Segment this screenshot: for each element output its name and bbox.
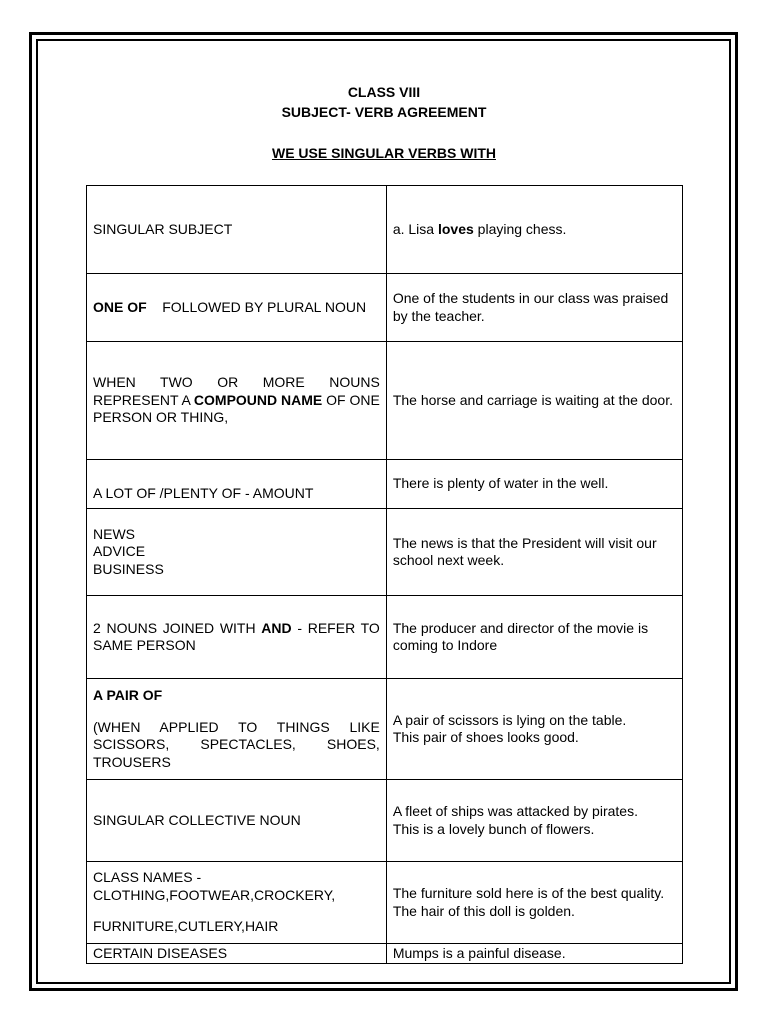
example-text: This pair of shoes looks good. [392, 729, 579, 745]
example-cell [386, 944, 682, 964]
table-row [87, 862, 683, 944]
rule-text: BUSINESS [93, 560, 164, 577]
example-text: There is plenty of water in the well. [392, 475, 609, 492]
table-row [87, 679, 683, 780]
rule-text: CLASS NAMES - [93, 869, 202, 886]
rule-keyword: ONE OF [93, 298, 147, 315]
rule-text: ADVICE [93, 543, 146, 560]
rule-cell [87, 679, 387, 780]
rule-text: CLOTHING,FOOTWEAR,CROCKERY, [93, 886, 336, 903]
table-row [87, 944, 683, 964]
rule-cell [87, 460, 387, 509]
example-cell [386, 780, 682, 862]
example-cell [386, 342, 682, 460]
rule-cell [87, 342, 387, 460]
rule-text: A LOT OF /PLENTY OF - AMOUNT [93, 484, 314, 501]
rule-keyword: AND [261, 619, 292, 636]
section-heading: WE USE SINGULAR VERBS WITH [271, 145, 496, 161]
rule-cell [87, 274, 387, 342]
class-title: CLASS VIII [347, 84, 421, 100]
rule-cell [87, 509, 387, 596]
table-row [87, 509, 683, 596]
example-text: This is a lovely bunch of flowers. [392, 820, 595, 837]
example-cell [386, 596, 682, 679]
example-text: The producer and director of the movie is coming to Indore [392, 619, 649, 653]
example-cell [386, 509, 682, 596]
example-cell [386, 186, 682, 274]
rule-text: CERTAIN DISEASES [93, 944, 228, 961]
example-text: a. Lisa [392, 220, 438, 237]
table-row [87, 186, 683, 274]
rule-cell [87, 944, 387, 964]
table-row [87, 596, 683, 679]
example-cell [386, 274, 682, 342]
example-verb: loves [437, 220, 474, 237]
example-text: The furniture sold here is of the best quality. [392, 885, 665, 901]
example-cell [386, 679, 682, 780]
rule-keyword: COMPOUND NAME [193, 391, 323, 408]
rule-text: (WHEN APPLIED TO THINGS LIKE SCISSORS, SPECTACLES, SHOES, TROUSERS [93, 718, 380, 770]
table-row [87, 342, 683, 460]
rule-text: - REFER TO SAME PERSON [93, 619, 380, 653]
subject-title: SUBJECT- VERB AGREEMENT [281, 104, 487, 120]
example-text: A pair of scissors is lying on the table. [392, 711, 627, 728]
rule-text: SINGULAR SUBJECT [93, 220, 233, 237]
example-cell [386, 460, 682, 509]
example-text: The news is that the President will visit our school next week. [392, 534, 657, 568]
example-text: Mumps is a painful disease. [392, 944, 566, 961]
rule-keyword: A PAIR OF [93, 687, 163, 703]
rule-cell [87, 780, 387, 862]
rule-text: FOLLOWED BY PLURAL NOUN [146, 298, 367, 315]
rule-text: WHEN TWO OR MORE NOUNS REPRESENT A [93, 374, 380, 408]
example-text: The horse and carriage is waiting at the door. [392, 391, 673, 408]
rules-table [86, 185, 683, 964]
rule-text: 2 NOUNS JOINED WITH [93, 619, 262, 636]
rule-text: SINGULAR COLLECTIVE NOUN [93, 811, 301, 828]
example-text: The hair of this doll is golden. [392, 902, 575, 919]
example-text: One of the students in our class was praised by the teacher. [392, 290, 669, 324]
rule-text: NEWS [93, 525, 135, 542]
example-cell [386, 862, 682, 944]
example-text: A fleet of ships was attacked by pirates. [392, 803, 638, 819]
rule-cell [87, 862, 387, 944]
table-row [87, 274, 683, 342]
rule-cell [87, 596, 387, 679]
rule-text: OF ONE PERSON OR THING, [93, 391, 380, 426]
table-row [87, 780, 683, 862]
table-row [87, 460, 683, 509]
example-text: playing chess. [473, 220, 567, 237]
rule-text: FURNITURE,CUTLERY,HAIR [93, 918, 279, 935]
rule-cell [87, 186, 387, 274]
